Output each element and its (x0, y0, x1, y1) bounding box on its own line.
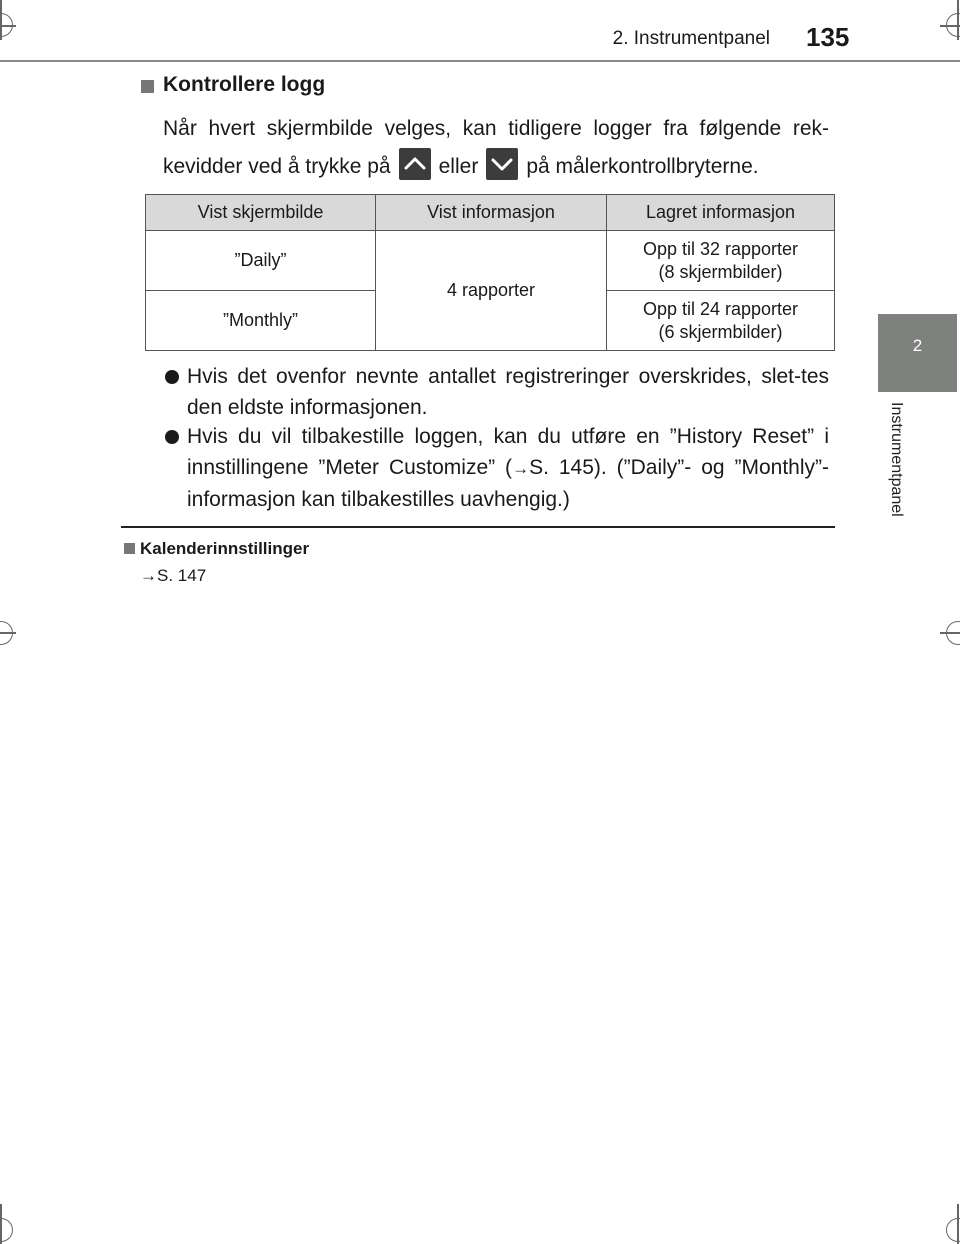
arrow-right-icon: → (140, 566, 157, 585)
crop-mark-bottom-left (0, 1218, 13, 1242)
crop-line (957, 0, 959, 40)
table-cell-stored (607, 291, 835, 351)
running-header-section: 2. Instrumentpanel (612, 28, 770, 49)
stored-line: (8 skjermbilder) (658, 261, 783, 282)
page-number: 135 (806, 22, 850, 52)
paragraph-text: Når hvert skjermbilde velges, kan tidligere logger fra følgende rek-kevidder ved å trykke på (163, 117, 829, 178)
subsection-reference (140, 566, 206, 586)
table-row (146, 231, 835, 291)
bullet-text-part: Hvis du vil tilbakestille loggen, kan du utføre en ”History Reset” i innstillingene ”Meter Customize” ( (187, 425, 829, 479)
crop-line (0, 1204, 2, 1244)
section-heading: Kontrollere logg (163, 73, 326, 96)
table-cell-screen: ”Daily” (146, 231, 376, 291)
section-marker-icon (124, 543, 135, 554)
chapter-tab-label: Instrumentpanel (888, 402, 905, 517)
paragraph-text: eller (438, 155, 479, 178)
bullet-text (187, 421, 829, 515)
table-cell-screen: ”Monthly” (146, 291, 376, 351)
bullet-icon (165, 430, 179, 444)
arrow-right-icon: → (512, 459, 530, 478)
crop-line (940, 632, 960, 634)
stored-line: Opp til 24 rapporter (642, 298, 799, 319)
table-header-cell: Lagret informasjon (607, 195, 835, 231)
paragraph-text: på målerkontrollbryterne. (526, 155, 759, 178)
stored-line: Opp til 32 rapporter (642, 238, 799, 259)
page-reference-link[interactable]: S. 145 (529, 456, 594, 479)
table-header-row (146, 195, 835, 231)
crop-line (0, 0, 2, 40)
table-cell-shown-info: 4 rapporter (376, 231, 607, 351)
stored-line: (6 skjermbilder) (658, 321, 783, 342)
crop-line (940, 25, 960, 27)
bullet-icon (165, 370, 179, 384)
chevron-down-icon (486, 148, 518, 180)
section-paragraph (163, 110, 829, 186)
header-divider (0, 60, 960, 62)
bullet-text-part: ). (”Daily”- og ”Monthly”-informasjon kan tilbakestilles uavhengig.) (187, 456, 829, 511)
crop-line (0, 632, 16, 634)
log-info-table (145, 194, 835, 351)
crop-line (957, 1204, 959, 1244)
chapter-tab-number: 2 (912, 336, 923, 355)
table-cell-stored (607, 231, 835, 291)
section-marker-icon (141, 80, 154, 93)
table-header-cell: Vist informasjon (376, 195, 607, 231)
bullet-text: Hvis det ovenfor nevnte antallet registreringer overskrides, slet-tes den eldste informasjonen. (187, 365, 829, 419)
table-header-cell: Vist skjermbilde (146, 195, 376, 231)
subsection-heading: Kalenderinnstillinger (140, 539, 310, 558)
crop-line (0, 25, 16, 27)
chevron-up-icon (399, 148, 431, 180)
page-reference-link[interactable]: S. 147 (157, 566, 207, 585)
section-divider (121, 526, 835, 528)
